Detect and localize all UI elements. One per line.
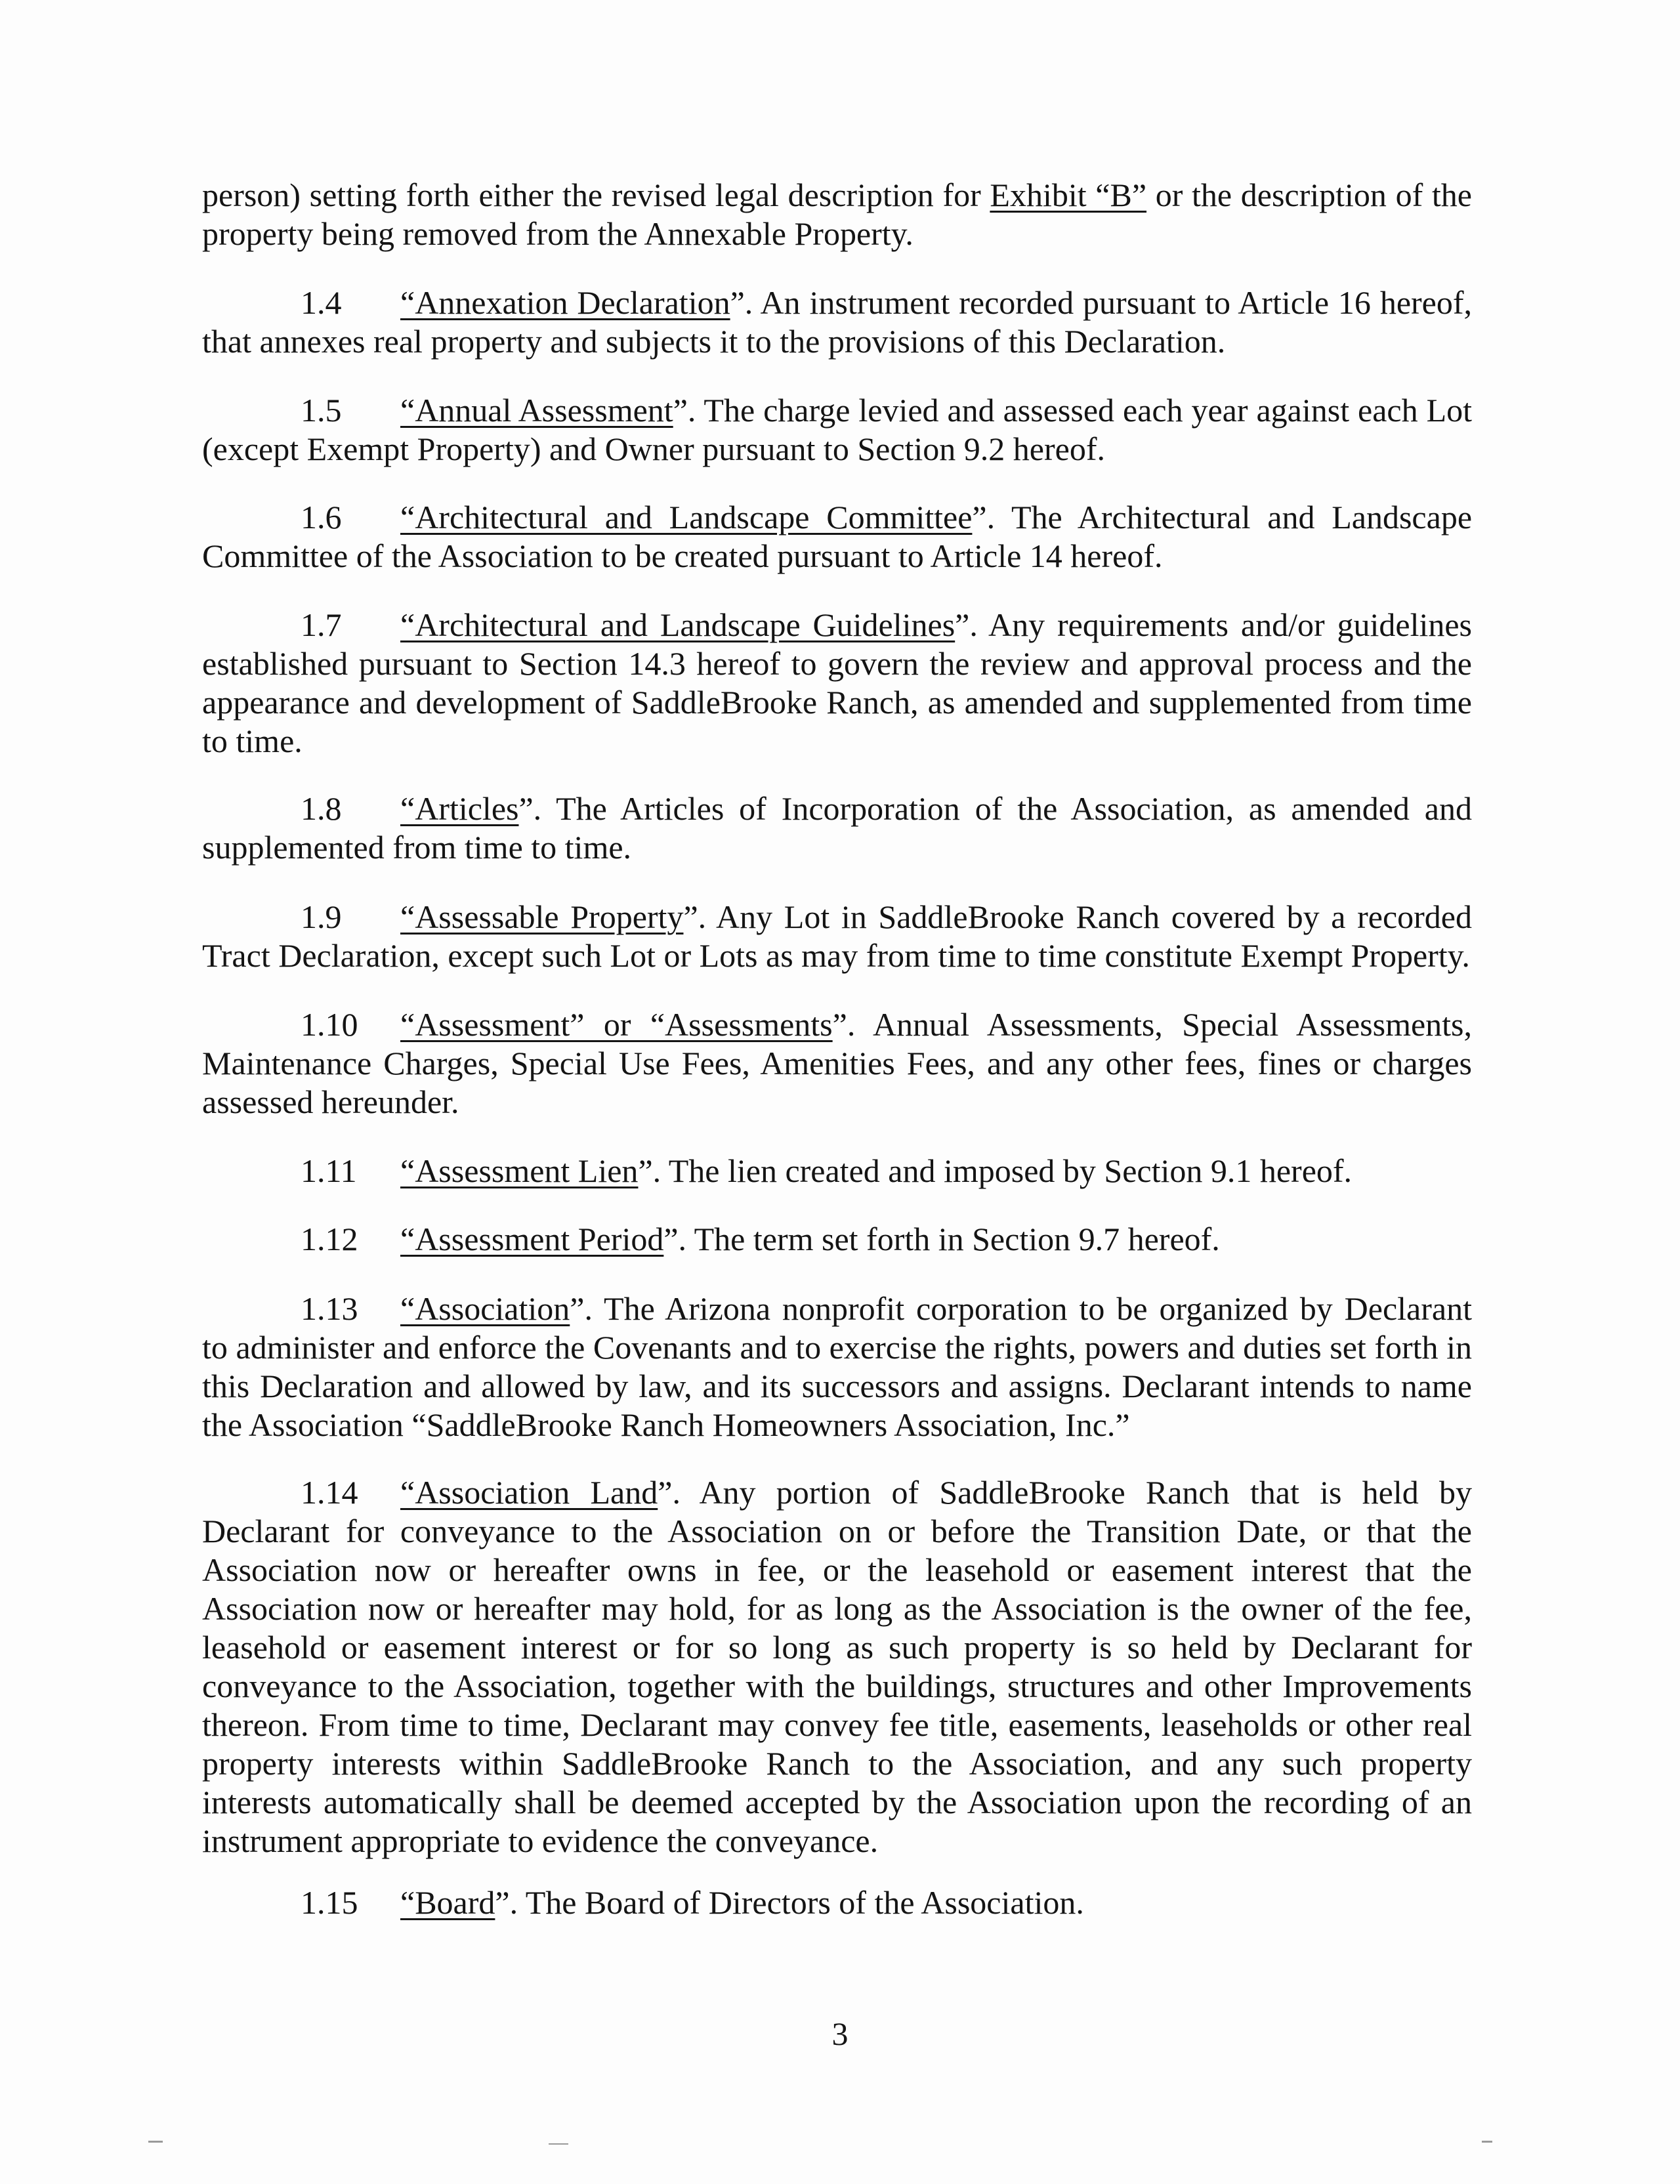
section-number: 1.4 xyxy=(301,284,342,321)
defined-term: “Assessment Lien xyxy=(400,1152,639,1189)
continuation-text-after: or the description of the property being removed from the Annexable Property. xyxy=(202,177,1473,252)
term-close: ”. xyxy=(658,1474,700,1511)
definition-body: An instrument recorded pursuant to Article 16 hereof, that annexes real property and subjects it to the provisions of this Declaration. xyxy=(202,284,1473,360)
term-close: ”. xyxy=(570,1290,604,1327)
definition-body: The Board of Directors of the Association. xyxy=(525,1884,1084,1921)
defined-term: “Association Land xyxy=(400,1474,658,1511)
definition-1-12 xyxy=(202,1220,1472,1259)
definition-body: The term set forth in Section 9.7 hereof. xyxy=(694,1221,1220,1257)
definition-body: The lien created and imposed by Section 9.1 hereof. xyxy=(668,1152,1353,1189)
section-number: 1.6 xyxy=(301,499,342,536)
term-close: ”. xyxy=(832,1006,873,1043)
defined-term: “Architectural and Landscape Guidelines xyxy=(400,606,956,643)
definition-1-7 xyxy=(202,606,1472,761)
exhibit-b-reference: Exhibit “B” xyxy=(990,177,1147,213)
definition-body: The charge levied and assessed each year against each Lot (except Exempt Property) and Owner pursuant to Section 9.2 hereof. xyxy=(202,392,1473,467)
continuation-paragraph xyxy=(202,176,1472,253)
section-number: 1.8 xyxy=(301,790,342,827)
defined-term: “Assessable Property xyxy=(400,898,684,935)
section-number: 1.11 xyxy=(301,1152,357,1189)
definition-body: Any requirements and/or guidelines established pursuant to Section 14.3 hereof to govern the review and approval process and the appearance and development of SaddleBrooke Ranch, as amended and supplemented from time to time. xyxy=(202,606,1473,759)
definition-body: The Architectural and Landscape Committee of the Association to be created pursuant to Article 14 hereof. xyxy=(202,499,1473,574)
defined-term: “Association xyxy=(400,1290,570,1327)
definition-body: Any Lot in SaddleBrooke Ranch covered by a recorded Tract Declaration, except such Lot or Lots as may from time to time constitute Exempt Property. xyxy=(202,898,1473,974)
defined-term: “Assessment Period xyxy=(400,1221,664,1257)
section-number: 1.15 xyxy=(301,1884,358,1921)
scan-artifact xyxy=(148,2141,163,2143)
defined-term: “Architectural and Landscape Committee xyxy=(400,499,973,536)
defined-term: “Annexation Declaration xyxy=(400,284,730,321)
definition-1-8 xyxy=(202,789,1472,867)
defined-term: “Articles xyxy=(400,790,519,827)
page-number: 3 xyxy=(831,2015,849,2052)
section-number: 1.10 xyxy=(301,1006,358,1043)
section-number: 1.9 xyxy=(301,898,342,935)
section-number: 1.5 xyxy=(301,392,342,429)
term-close: ”. xyxy=(495,1884,526,1921)
definition-1-10 xyxy=(202,1005,1472,1122)
section-number: 1.13 xyxy=(301,1290,358,1327)
definition-1-4 xyxy=(202,284,1472,361)
defined-term: “Board xyxy=(400,1884,495,1921)
scan-artifact xyxy=(549,2143,568,2145)
definition-body: The Articles of Incorporation of the Association, as amended and supplemented from time to time. xyxy=(202,790,1472,866)
term-close: ”. xyxy=(683,898,717,935)
term-close: ”. xyxy=(972,499,1011,536)
term-close: ”. xyxy=(518,790,556,827)
definition-1-6 xyxy=(202,498,1472,576)
section-number: 1.14 xyxy=(301,1474,358,1511)
term-close: ”. xyxy=(663,1221,694,1257)
definition-body: The Arizona nonprofit corporation to be organized by Declarant to administer and enforce the Covenants and to exercise the rights, powers and duties set forth in this Declaration and allowed by law, and its successors and assigns. Declarant intends to name the Association “SaddleBrooke Ranch Homeowners Association, Inc.” xyxy=(202,1290,1472,1443)
term-close: ”. xyxy=(673,392,704,429)
continuation-text-before: person) setting forth either the revised legal description for xyxy=(202,177,990,213)
definition-1-13 xyxy=(202,1290,1472,1444)
term-close: ”. xyxy=(638,1152,669,1189)
definition-1-5 xyxy=(202,391,1472,469)
section-number: 1.12 xyxy=(301,1221,358,1257)
definition-body: Annual Assessments, Special Assessments, Maintenance Charges, Special Use Fees, Amenities Fees, and any other fees, fines or charges assessed hereunder. xyxy=(202,1006,1472,1120)
definition-1-11 xyxy=(202,1152,1472,1190)
term-close: ”. xyxy=(955,606,988,643)
section-number: 1.7 xyxy=(301,606,342,643)
definition-1-9 xyxy=(202,898,1472,975)
defined-term: “Annual Assessment xyxy=(400,392,673,429)
definition-1-15 xyxy=(202,1883,1472,1922)
scan-artifact xyxy=(1482,2141,1492,2143)
definition-body: Any portion of SaddleBrooke Ranch that is held by Declarant for conveyance to the Association on or before the Transition Date, or that the Association now or hereafter owns in fee, or the leasehold or easement interest that the Association now or hereafter may hold, for as long as the Association is the owner of the fee, leasehold or easement interest or for so long as such property is so held by Declarant for conveyance to the Association, together with the buildings, structures and other Improvements thereon. From time to time, Declarant may convey fee title, easements, leaseholds or other real property interests within SaddleBrooke Ranch to the Association, and any such property interests automatically shall be deemed accepted by the Association upon the recording of an instrument appropriate to evidence the conveyance. xyxy=(202,1474,1473,1859)
defined-term: “Assessment” or “Assessments xyxy=(400,1006,833,1043)
definition-1-14 xyxy=(202,1473,1472,1860)
term-close: ”. xyxy=(730,284,761,321)
